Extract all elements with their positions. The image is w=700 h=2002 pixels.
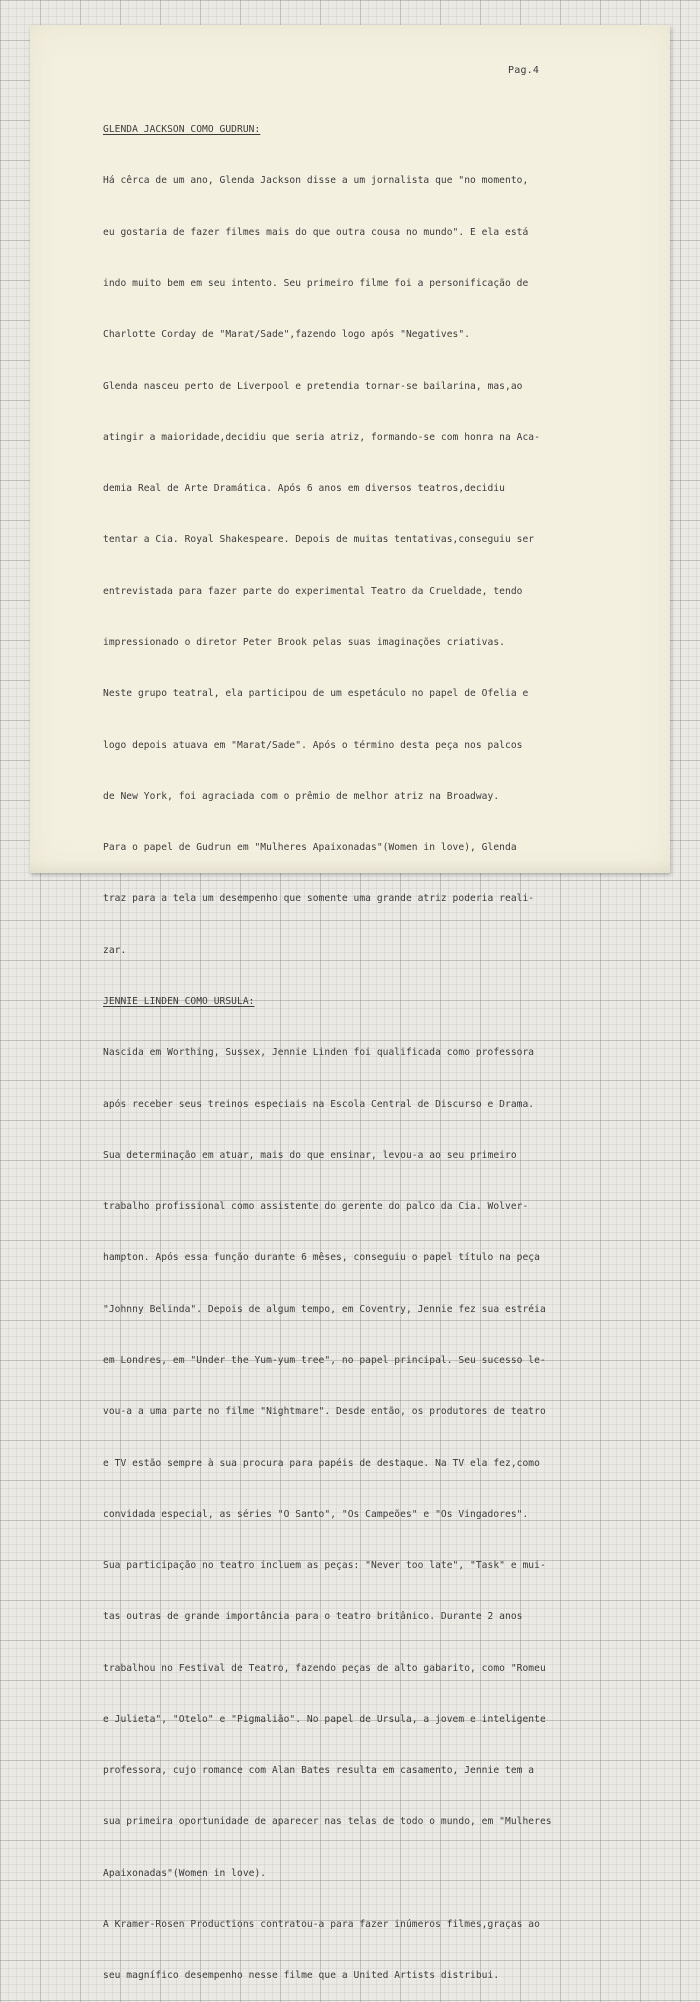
text-line: eu gostaria de fazer filmes mais do que outra cousa no mundo". E ela está: [103, 226, 529, 238]
text-line: Para o papel de Gudrun em "Mulheres Apaixonadas"(Women in love), Glenda: [103, 842, 517, 854]
text-line: Sua determinação em atuar, mais do que ensinar, levou-a ao seu primeiro: [103, 1149, 517, 1161]
text-line: Charlotte Corday de "Marat/Sade",fazendo logo após "Negatives".: [103, 329, 471, 341]
text-line: seu magnífico desempenho nesse filme que a United Artists distribui.: [103, 1970, 500, 1982]
text-line: atingir a maioridade,decidiu que seria atriz, formando-se com honra na Aca-: [103, 431, 540, 443]
document-body: [103, 87, 603, 2002]
text-line: logo depois atuava em "Marat/Sade". Após o término desta peça nos palcos: [103, 739, 523, 751]
text-line: hampton. Após essa função durante 6 mêses, conseguiu o papel título na peça: [103, 1252, 540, 1264]
text-line: Glenda nasceu perto de Liverpool e pretendia tornar-se bailarina, mas,ao: [103, 380, 523, 392]
text-line: "Johnny Belinda". Depois de algum tempo, em Coventry, Jennie fez sua estréia: [103, 1303, 546, 1315]
text-line: em Londres, em "Under the Yum-yum tree", no papel principal. Seu sucesso le-: [103, 1354, 546, 1366]
text-line: de New York, foi agraciada com o prêmio de melhor atriz na Broadway.: [103, 790, 500, 802]
text-line: Nascida em Worthing, Sussex, Jennie Linden foi qualificada como professora: [103, 1047, 535, 1059]
text-line: traz para a tela um desempenho que somente uma grande atriz poderia reali-: [103, 893, 535, 905]
text-line: após receber seus treinos especiais na Escola Central de Discurso e Drama.: [103, 1098, 535, 1110]
text-line: entrevistada para fazer parte do experimental Teatro da Crueldade, tendo: [103, 585, 523, 597]
text-line: tas outras de grande importância para o teatro britânico. Durante 2 anos: [103, 1611, 523, 1623]
section-heading-glenda: GLENDA JACKSON COMO GUDRUN:: [103, 124, 261, 136]
text-line: convidada especial, as séries "O Santo", "Os Campeões" e "Os Vingadores".: [103, 1508, 529, 1520]
page-number: Pag.4: [508, 65, 540, 76]
text-line: Apaixonadas"(Women in love).: [103, 1867, 267, 1879]
text-line: Neste grupo teatral, ela participou de um espetáculo no papel de Ofelia e: [103, 688, 529, 700]
text-line: e Julieta", "Otelo" e "Pigmalião". No papel de Ursula, a jovem e inteligente: [103, 1713, 546, 1725]
text-line: vou-a a uma parte no filme "Nightmare". Desde então, os produtores de teatro: [103, 1406, 546, 1418]
text-line: Há cêrca de um ano, Glenda Jackson disse a um jornalista que "no momento,: [103, 175, 529, 187]
text-line: demia Real de Arte Dramática. Após 6 anos em diversos teatros,decidiu: [103, 483, 505, 495]
text-line: tentar a Cia. Royal Shakespeare. Depois de muitas tentativas,conseguiu ser: [103, 534, 535, 546]
text-line: professora, cujo romance com Alan Bates resulta em casamento, Jennie tem a: [103, 1765, 535, 1777]
section-heading-jennie: JENNIE LINDEN COMO URSULA:: [103, 995, 255, 1007]
text-line: trabalhou no Festival de Teatro, fazendo peças de alto gabarito, como "Romeu: [103, 1662, 546, 1674]
text-line: sua primeira oportunidade de aparecer nas telas de todo o mundo, em "Mulheres: [103, 1816, 552, 1828]
text-line: indo muito bem em seu intento. Seu primeiro filme foi a personificação de: [103, 278, 529, 290]
text-line: Sua participação no teatro incluem as peças: "Never too late", "Task" e mui-: [103, 1560, 546, 1572]
text-line: A Kramer-Rosen Productions contratou-a para fazer inúmeros filmes,graças ao: [103, 1919, 540, 1931]
text-line: e TV estão sempre à sua procura para papéis de destaque. Na TV ela fez,como: [103, 1457, 540, 1469]
text-line: zar.: [103, 944, 127, 956]
text-line: impressionado o diretor Peter Brook pelas suas imaginações criativas.: [103, 637, 505, 648]
text-line: trabalho profissional como assistente do gerente do palco da Cia. Wolver-: [103, 1201, 529, 1213]
